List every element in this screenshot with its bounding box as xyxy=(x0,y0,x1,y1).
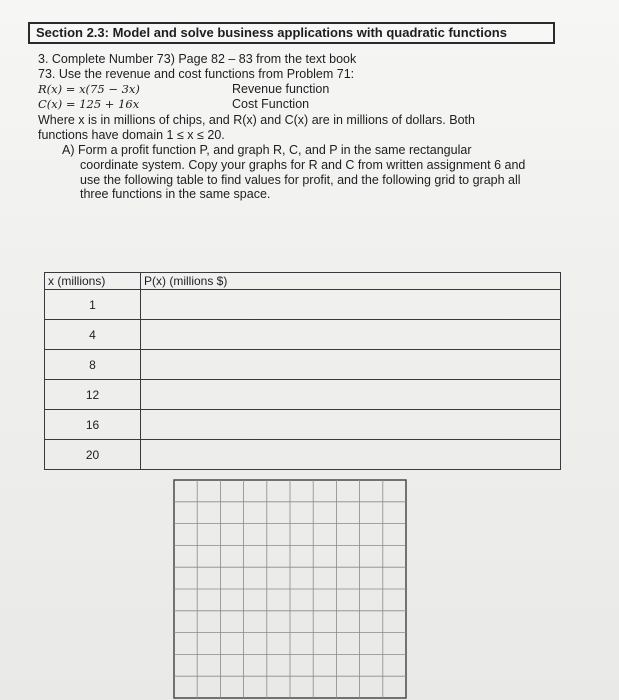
table-row xyxy=(45,350,561,380)
table-row xyxy=(45,410,561,440)
part-a-line-4: three functions in the same space. xyxy=(80,187,271,201)
part-a-line-2: coordinate system. Copy your graphs for R and C from written assignment 6 and xyxy=(80,158,526,172)
problem-intro: 3. Complete Number 73) Page 82 – 83 from the text book xyxy=(38,52,357,66)
table-row xyxy=(45,380,561,410)
graph-grid-svg xyxy=(172,478,408,700)
header-x: x (millions) xyxy=(45,273,141,290)
table-header-row xyxy=(45,273,561,290)
revenue-equation: R(x) = x(75 − 3x) xyxy=(38,82,140,96)
x-value: 1 xyxy=(45,290,141,320)
section-title: Section 2.3: Model and solve business applications with quadratic functions xyxy=(28,22,555,44)
table-row xyxy=(45,290,561,320)
profit-table xyxy=(44,272,561,470)
p-value-cell[interactable] xyxy=(141,380,561,410)
x-value: 20 xyxy=(45,440,141,470)
p-value-cell[interactable] xyxy=(141,350,561,380)
x-value: 4 xyxy=(45,320,141,350)
domain-line: functions have domain 1 ≤ x ≤ 20. xyxy=(38,128,225,142)
part-a-line-3: use the following table to find values for profit, and the following grid to graph all xyxy=(80,173,521,187)
header-p: P(x) (millions $) xyxy=(141,273,561,290)
table-row xyxy=(45,440,561,470)
cost-label: Cost Function xyxy=(232,97,310,111)
problem-subtitle: 73. Use the revenue and cost functions from Problem 71: xyxy=(38,67,355,81)
p-value-cell[interactable] xyxy=(141,320,561,350)
p-value-cell[interactable] xyxy=(141,440,561,470)
p-value-cell[interactable] xyxy=(141,410,561,440)
graph-grid[interactable] xyxy=(172,478,408,700)
x-value: 16 xyxy=(45,410,141,440)
part-a-line-1: A) Form a profit function P, and graph R, C, and P in the same rectangular xyxy=(62,143,472,157)
p-value-cell[interactable] xyxy=(141,290,561,320)
table-row xyxy=(45,320,561,350)
x-value: 12 xyxy=(45,380,141,410)
cost-equation: C(x) = 125 + 16x xyxy=(38,97,140,111)
revenue-label: Revenue function xyxy=(232,82,330,96)
x-value: 8 xyxy=(45,350,141,380)
where-line: Where x is in millions of chips, and R(x) and C(x) are in millions of dollars. Both xyxy=(38,113,475,127)
